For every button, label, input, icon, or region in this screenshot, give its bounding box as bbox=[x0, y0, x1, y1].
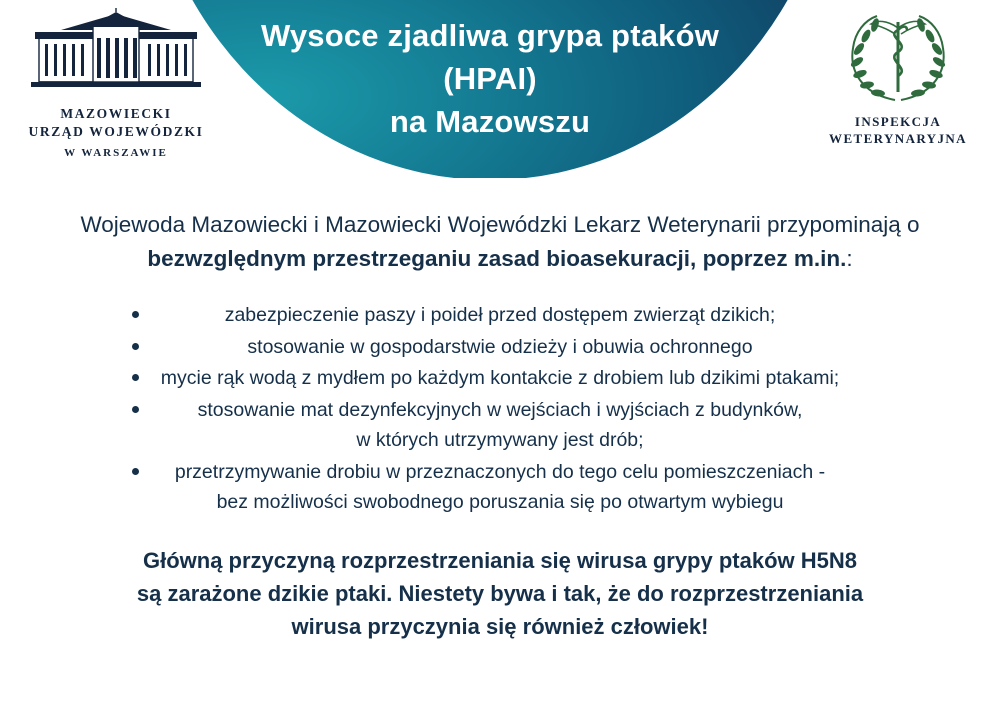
intro-paragraph bbox=[70, 208, 930, 276]
list-item-text bbox=[60, 363, 940, 394]
list-item-line-1: przetrzymywanie drobiu w przeznaczonych do tego celu pomieszczeniach - bbox=[174, 460, 826, 483]
logo-left-line1: MAZOWIECKI bbox=[60, 106, 172, 121]
veterinary-caduceus-wreath-icon bbox=[833, 10, 963, 106]
list-item-line-1: stosowanie mat dezynfekcyjnych w wejściach i wyjściach z budynków, bbox=[197, 398, 803, 421]
list-item bbox=[60, 300, 940, 331]
closing-line-1: Główną przyczyną rozprzestrzeniania się wirusa grypy ptaków H5N8 bbox=[142, 547, 857, 573]
list-item-text bbox=[60, 332, 940, 363]
closing-line-3: wirusa przyczynia się również człowiek! bbox=[291, 613, 709, 639]
poster-body bbox=[0, 178, 1000, 643]
bullet-dot-icon bbox=[132, 311, 139, 318]
poster-title-line-1: Wysoce zjadliwa grypa ptaków bbox=[260, 18, 720, 53]
list-item-line-1: mycie rąk wodą z mydłem po każdym kontakcie z drobiem lub dzikimi ptakami; bbox=[160, 367, 840, 389]
government-building-icon bbox=[21, 8, 211, 96]
logo-right-line2: WETERYNARYJNA bbox=[829, 131, 967, 146]
list-item bbox=[60, 332, 940, 363]
list-item-text bbox=[60, 457, 940, 518]
biosecurity-rules-list bbox=[60, 300, 940, 518]
list-item-text bbox=[60, 300, 940, 331]
poster-header bbox=[0, 0, 1000, 178]
poster-title-line-2: (HPAI) bbox=[443, 61, 537, 96]
bullet-dot-icon bbox=[132, 406, 139, 413]
bullet-dot-icon bbox=[132, 343, 139, 350]
list-item bbox=[60, 395, 940, 456]
veterinary-inspection-logo bbox=[814, 10, 982, 147]
poster-title bbox=[170, 14, 810, 143]
list-item bbox=[60, 457, 940, 518]
list-item-line-2: bez możliwości swobodnego poruszania się po otwartym wybiegu bbox=[216, 491, 784, 513]
list-item-line-1: zabezpieczenie paszy i poideł przed dostępem zwierząt dzikich; bbox=[224, 304, 776, 326]
bullet-dot-icon bbox=[132, 374, 139, 381]
list-item-line-2: w których utrzymywany jest drób; bbox=[356, 429, 644, 451]
logo-right-line1: INSPEKCJA bbox=[854, 114, 942, 129]
mazowiecki-voivodeship-logo bbox=[16, 8, 216, 162]
closing-line-2: są zarażone dzikie ptaki. Niestety bywa i tak, że do rozprzestrzeniania bbox=[136, 580, 864, 606]
closing-statement bbox=[60, 544, 940, 643]
logo-left-caption bbox=[16, 105, 216, 162]
logo-left-line3: W WARSZAWIE bbox=[64, 147, 168, 159]
intro-bold: bezwzględnym przestrzeganiu zasad bioasekuracji, poprzez m.in. bbox=[147, 246, 847, 271]
logo-left-line2: URZĄD WOJEWÓDZKI bbox=[28, 124, 204, 139]
list-item-line-1: stosowanie w gospodarstwie odzieży i obuwia ochronnego bbox=[247, 335, 753, 358]
poster-title-line-3: na Mazowszu bbox=[389, 104, 591, 139]
bullet-dot-icon bbox=[132, 468, 139, 475]
list-item-text bbox=[60, 395, 940, 456]
intro-part2: : bbox=[846, 246, 853, 271]
list-item bbox=[60, 363, 940, 394]
intro-part1: Wojewoda Mazowiecki i Mazowiecki Wojewódzki Lekarz Weterynarii przypominają o bbox=[80, 212, 920, 237]
logo-right-caption bbox=[814, 113, 982, 147]
